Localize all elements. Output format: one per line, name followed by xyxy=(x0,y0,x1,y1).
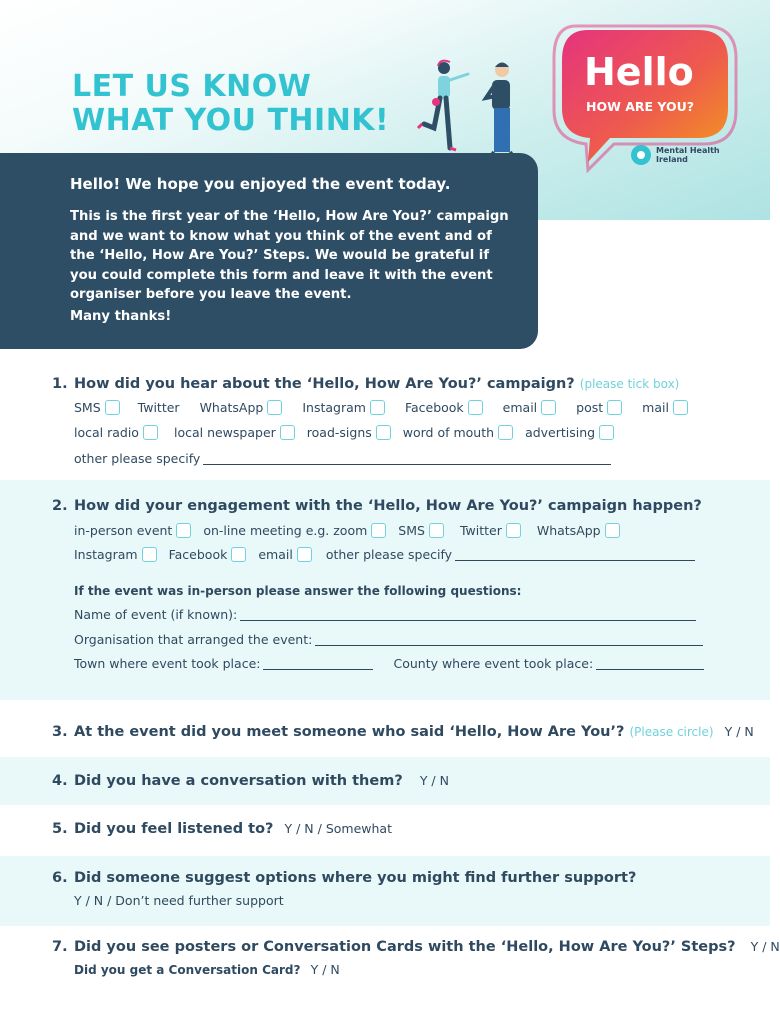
q1-checkbox-facebook[interactable] xyxy=(468,400,483,415)
q1-heading xyxy=(52,376,679,392)
q4-heading xyxy=(52,773,449,789)
q2-heading xyxy=(52,498,702,514)
q2-option-instagram: Instagram xyxy=(74,547,157,562)
q4-number: 4. xyxy=(52,773,68,789)
q1-checkbox-local-radio[interactable] xyxy=(143,425,158,440)
q2-town-input[interactable] xyxy=(263,657,373,670)
q1-option-local-newspaper: local newspaper xyxy=(174,425,295,440)
q7-sub-question xyxy=(74,962,340,977)
q1-checkbox-instagram[interactable] xyxy=(370,400,385,415)
q5-answer-options[interactable]: Y / N / Somewhat xyxy=(284,821,392,836)
q2-checkbox-sms[interactable] xyxy=(429,523,444,538)
q2-organisation-row xyxy=(74,632,703,647)
q5-number: 5. xyxy=(52,821,68,837)
q1-options-row-1 xyxy=(74,400,688,415)
q6-heading xyxy=(52,870,636,886)
q2-county-label: County where event took place: xyxy=(393,656,594,671)
q1-option-sms: SMS xyxy=(74,400,120,415)
q1-option-instagram: Instagram xyxy=(302,400,385,415)
mhi-name: Mental Health Ireland xyxy=(656,146,720,164)
intro-greeting: Hello! We hope you enjoyed the event today. xyxy=(70,175,451,193)
q2-number: 2. xyxy=(52,498,68,514)
q1-text: How did you hear about the ‘Hello, How Are You?’ campaign? xyxy=(74,376,575,392)
q2-option-online: on-line meeting e.g. zoom xyxy=(203,523,386,538)
q2-text: How did your engagement with the ‘Hello, How Are You?’ campaign happen? xyxy=(74,498,702,514)
q1-other-input[interactable] xyxy=(203,452,611,465)
q3-text: At the event did you meet someone who said ‘Hello, How Are You’? xyxy=(74,724,625,740)
q2-option-twitter: Twitter xyxy=(460,523,521,538)
q1-checkbox-local-newspaper[interactable] xyxy=(280,425,295,440)
q1-option-mail: mail xyxy=(642,400,688,415)
q1-option-facebook: Facebook xyxy=(405,400,483,415)
q2-options-row-2 xyxy=(74,547,695,562)
q1-checkbox-post[interactable] xyxy=(607,400,622,415)
q2-checkbox-in-person[interactable] xyxy=(176,523,191,538)
q1-other-label: other please specify xyxy=(74,451,201,466)
q2-checkbox-facebook[interactable] xyxy=(231,547,246,562)
q1-option-twitter: Twitter xyxy=(137,400,180,415)
q1-option-advertising: advertising xyxy=(525,425,614,440)
q3-note: (Please circle) xyxy=(629,725,714,739)
q5-text: Did you feel listened to? xyxy=(74,821,274,837)
q1-checkbox-whatsapp[interactable] xyxy=(267,400,282,415)
q1-checkbox-word-of-mouth[interactable] xyxy=(498,425,513,440)
q3-number: 3. xyxy=(52,724,68,740)
q2-county-input[interactable] xyxy=(596,657,704,670)
intro-panel xyxy=(0,153,538,349)
q1-checkbox-road-signs[interactable] xyxy=(376,425,391,440)
q1-checkbox-sms[interactable] xyxy=(105,400,120,415)
q1-option-local-radio: local radio xyxy=(74,425,158,440)
q6-number: 6. xyxy=(52,870,68,886)
q2-checkbox-whatsapp[interactable] xyxy=(605,523,620,538)
q2-option-in-person: in-person event xyxy=(74,523,191,538)
mental-health-ireland-logo xyxy=(630,144,726,166)
logo-how-are-you-text: HOW ARE YOU? xyxy=(586,99,695,114)
q1-options-row-2 xyxy=(74,425,614,440)
q2-checkbox-online[interactable] xyxy=(371,523,386,538)
q2-event-name-input[interactable] xyxy=(240,608,696,621)
q5-heading xyxy=(52,821,392,837)
q2-location-row xyxy=(74,656,704,671)
q1-number: 1. xyxy=(52,376,68,392)
q1-option-email: email xyxy=(503,400,556,415)
q2-checkbox-twitter[interactable] xyxy=(506,523,521,538)
q1-checkbox-mail[interactable] xyxy=(673,400,688,415)
logo-hello-text: Hello xyxy=(584,50,694,94)
q2-organisation-label: Organisation that arranged the event: xyxy=(74,632,313,647)
q2-event-name-row xyxy=(74,607,696,622)
headline-line-1: LET US KNOW xyxy=(72,69,312,104)
q6-text: Did someone suggest options where you might find further support? xyxy=(74,870,637,886)
q1-option-post: post xyxy=(576,400,622,415)
q7-heading xyxy=(52,939,780,955)
q2-checkbox-instagram[interactable] xyxy=(142,547,157,562)
intro-thanks: Many thanks! xyxy=(70,309,172,324)
q2-option-email: email xyxy=(258,547,311,562)
q6-section-band xyxy=(0,856,770,926)
q2-organisation-input[interactable] xyxy=(315,633,703,646)
q3-answer-options[interactable]: Y / N xyxy=(724,724,754,739)
headline xyxy=(72,70,389,138)
q2-option-whatsapp: WhatsApp xyxy=(537,523,620,538)
q2-town-label: Town where event took place: xyxy=(74,656,261,671)
q7-number: 7. xyxy=(52,939,68,955)
intro-paragraph: This is the first year of the ‘Hello, How Are You?’ campaign and we want to know what you think of the event and of the ‘Hello, How Are You?’ Steps. We would be grateful if you could complete this form and leave it with the event organiser before you leave the event. xyxy=(70,209,509,302)
q2-event-name-label: Name of event (if known): xyxy=(74,607,238,622)
q6-answer-options[interactable]: Y / N / Don’t need further support xyxy=(74,893,284,908)
q2-other-label: other please specify xyxy=(325,547,453,562)
headline-line-2: WHAT YOU THINK! xyxy=(72,103,390,138)
q1-option-whatsapp: WhatsApp xyxy=(200,400,283,415)
q2-option-sms: SMS xyxy=(398,523,444,538)
q2-checkbox-email[interactable] xyxy=(297,547,312,562)
q1-option-road-signs: road-signs xyxy=(307,425,391,440)
q2-other-input[interactable] xyxy=(455,548,695,561)
q1-checkbox-advertising[interactable] xyxy=(599,425,614,440)
q1-option-word-of-mouth: word of mouth xyxy=(403,425,513,440)
q4-text: Did you have a conversation with them? xyxy=(74,773,403,789)
q2-in-person-heading: If the event was in-person please answer the following questions: xyxy=(74,584,522,598)
q2-options-row-1 xyxy=(74,523,620,538)
people-illustration xyxy=(410,58,540,168)
mhi-sun-icon xyxy=(630,144,652,166)
q7-sub-answer-options[interactable]: Y / N xyxy=(310,962,340,977)
q3-heading xyxy=(52,724,754,740)
q7-answer-options[interactable]: Y / N xyxy=(750,939,780,954)
q4-answer-options[interactable]: Y / N xyxy=(419,773,449,788)
q1-checkbox-email[interactable] xyxy=(541,400,556,415)
q7-sub-text: Did you get a Conversation Card? xyxy=(74,963,301,977)
q7-text: Did you see posters or Conversation Cards with the ‘Hello, How Are You?’ Steps? xyxy=(74,939,736,955)
q2-option-facebook: Facebook xyxy=(169,547,247,562)
q1-note: (please tick box) xyxy=(579,377,680,391)
q1-other-row xyxy=(74,451,611,466)
